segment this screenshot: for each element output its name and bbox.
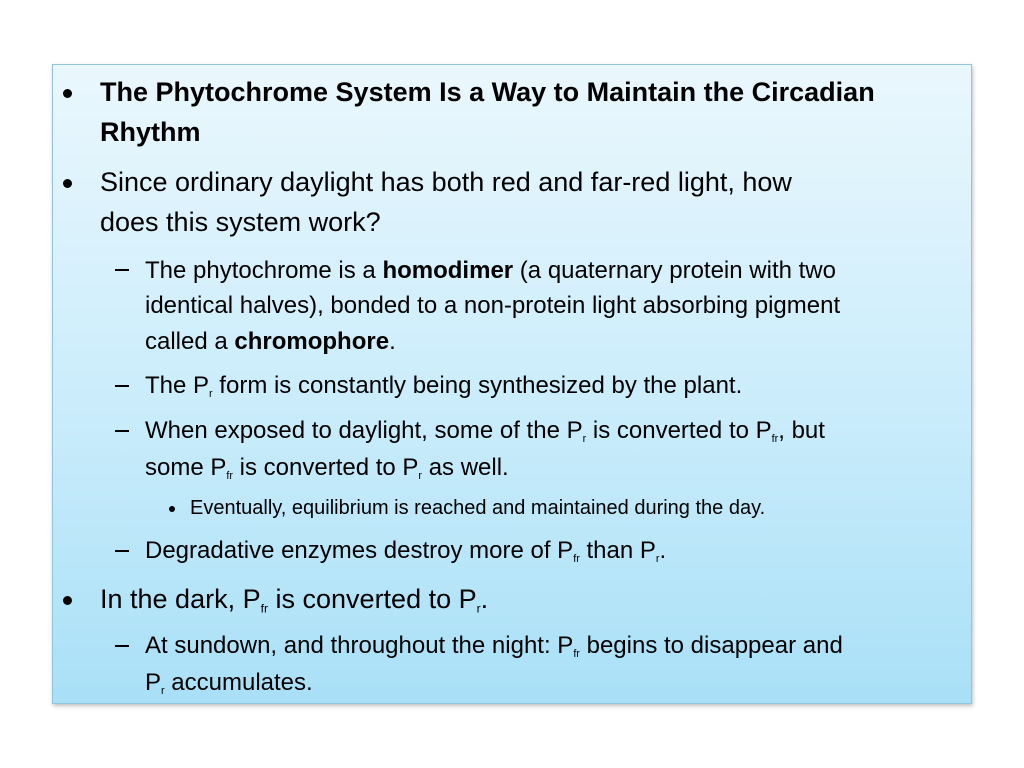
- text: (a quaternary protein with two: [513, 257, 836, 284]
- text: .: [480, 584, 489, 614]
- text: The phytochrome is a: [145, 257, 383, 284]
- text: begins to disappear and: [579, 632, 843, 659]
- dash-marker: [115, 385, 129, 387]
- text: Eventually, equilibrium is reached and maintained during the day.: [190, 497, 766, 519]
- sub-item-pr-synthesis: [145, 372, 742, 400]
- bullet-item-question-line1: [100, 167, 792, 198]
- bullet-marker: [63, 596, 72, 605]
- text: identical halves), bonded to a non-protein light absorbing pigment: [145, 292, 841, 319]
- text: is converted to P: [268, 584, 477, 614]
- subscript: r: [476, 601, 481, 616]
- bullet-marker: [63, 89, 72, 98]
- bold-term: homodimer: [382, 257, 514, 284]
- bullet-text: The Phytochrome System Is a Way to Maintain the Circadian: [100, 77, 875, 107]
- subscript: r: [655, 552, 660, 565]
- subscript: r: [209, 387, 213, 400]
- subscript: fr: [573, 552, 580, 565]
- dash-marker: [115, 645, 129, 647]
- sub-item-homodimer-line3: [145, 328, 396, 356]
- text: than P: [579, 537, 656, 564]
- text: is converted to P: [586, 417, 772, 444]
- text: some P: [145, 454, 227, 481]
- text: , but: [778, 417, 825, 444]
- text: When exposed to daylight, some of the P: [145, 417, 583, 444]
- subscript: r: [418, 469, 423, 482]
- text: form is constantly being synthesized by the plant.: [212, 372, 743, 399]
- bullet-marker: [169, 506, 175, 512]
- content-box: [52, 64, 972, 704]
- bold-term: chromophore: [234, 328, 390, 355]
- subscript: fr: [260, 601, 269, 616]
- text: as well.: [422, 454, 509, 481]
- bullet-item-title-line1: [100, 77, 875, 108]
- text: The P: [145, 372, 210, 399]
- text: is converted to P: [232, 454, 419, 481]
- bullet-item-title-line2: [100, 117, 201, 148]
- sub-item-sundown-line2: [145, 669, 313, 697]
- sub-item-homodimer-line1: [145, 257, 836, 285]
- text: Degradative enzymes destroy more of P: [145, 537, 574, 564]
- text: .: [659, 537, 667, 564]
- sub-item-sundown-line1: [145, 632, 843, 660]
- dash-marker: [115, 269, 129, 271]
- bullet-item-dark: [100, 584, 488, 615]
- sub-item-homodimer-line2: [145, 292, 840, 320]
- text: P: [145, 669, 162, 696]
- dash-marker: [115, 430, 129, 432]
- dash-marker: [115, 550, 129, 552]
- text: called a: [145, 328, 235, 355]
- subscript: fr: [573, 647, 580, 660]
- bullet-text: does this system work?: [100, 207, 381, 237]
- bullet-text: Since ordinary daylight has both red and far-red light, how: [100, 167, 792, 197]
- sub-item-daylight-line1: [145, 417, 825, 445]
- subscript: fr: [226, 469, 233, 482]
- text: .: [389, 328, 396, 355]
- bullet-marker: [63, 179, 72, 188]
- subscript: r: [582, 432, 587, 445]
- text: In the dark, P: [100, 584, 261, 614]
- subscript: fr: [771, 432, 779, 445]
- sub-item-degradative-enzymes: [145, 537, 666, 565]
- text: accumulates.: [164, 669, 313, 696]
- subsub-item-equilibrium: [190, 497, 765, 520]
- subscript: r: [161, 684, 165, 697]
- bullet-text: Rhythm: [100, 117, 201, 147]
- text: At sundown, and throughout the night: P: [145, 632, 574, 659]
- sub-item-daylight-line2: [145, 454, 509, 482]
- bullet-item-question-line2: [100, 207, 381, 238]
